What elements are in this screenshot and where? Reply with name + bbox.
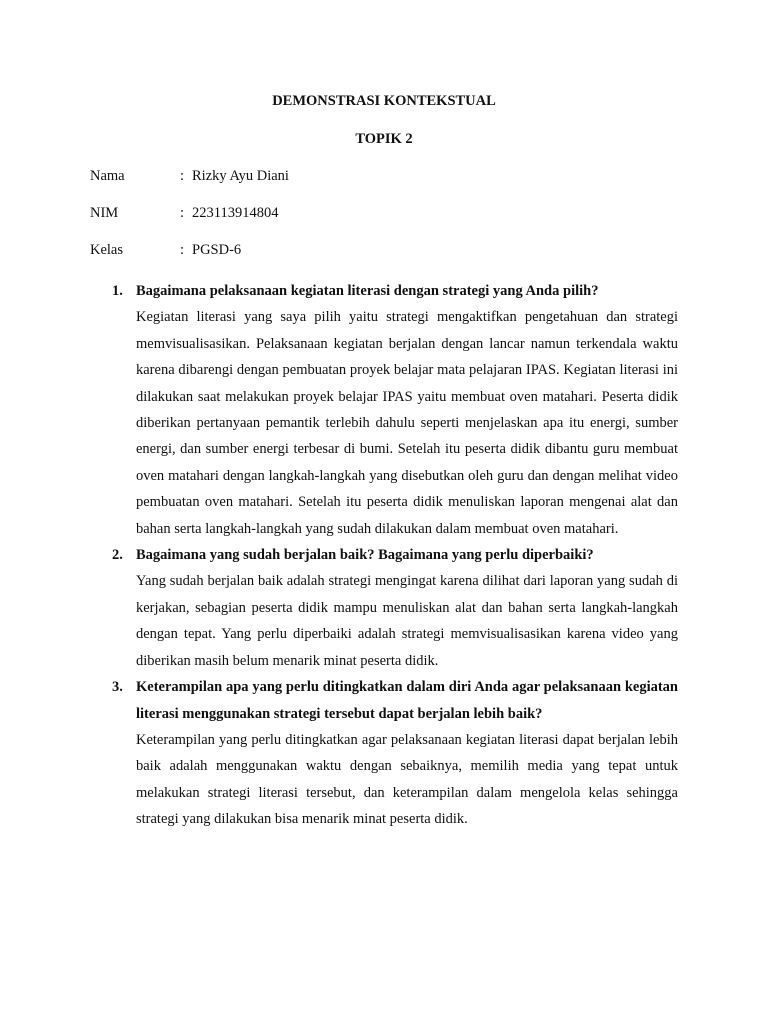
identity-label: NIM <box>90 205 119 221</box>
question-item <box>112 542 678 674</box>
identity-value: PGSD-6 <box>192 242 242 258</box>
identity-colon: : <box>180 242 185 258</box>
identity-label: Kelas <box>90 242 124 258</box>
answer-text: Yang sudah berjalan baik adalah strategi mengingat karena dilihat dari laporan yang sudah di kerjakan, sebagian peserta didik mampu menuliskan alat dan bahan serta langkah-langkah dengan tepat. Yang perlu diperbaiki adalah strategi memvisualisasikan karena video yang diberikan masih belum menarik minat peserta didik. <box>136 573 678 669</box>
document-title: DEMONSTRASI KONTEKSTUAL <box>272 93 496 109</box>
document-subtitle: TOPIK 2 <box>355 131 413 147</box>
identity-label: Nama <box>90 168 125 184</box>
question-number: 3. <box>112 679 123 696</box>
question-text: Keterampilan apa yang perlu ditingkatkan dalam diri Anda agar pelaksanaan kegiatan literasi menggunakan strategi tersebut dapat berjalan lebih baik? <box>136 679 678 722</box>
identity-colon: : <box>180 168 185 184</box>
answer-text: Keterampilan yang perlu ditingkatkan agar pelaksanaan kegiatan literasi dapat berjalan lebih baik adalah menggunakan waktu dengan sebaiknya, memilih media yang tepat untuk melakukan strategi literasi tersebut, dan keterampilan dalam mengelola kelas sehingga strategi yang dilakukan bisa menarik minat peserta didik. <box>136 731 678 828</box>
question-list <box>112 278 678 833</box>
question-number: 2. <box>112 547 123 564</box>
question-text: Bagaimana yang sudah berjalan baik? Bagaimana yang perlu diperbaiki? <box>136 547 594 564</box>
identity-value: 223113914804 <box>192 205 279 221</box>
answer-text: Kegiatan literasi yang saya pilih yaitu strategi mengaktifkan pengetahuan dan strategi memvisualisasikan. Pelaksanaan kegiatan berjalan dengan lancar namun terkendala waktu karena dibarengi dengan pembuatan proyek belajar mata pelajaran IPAS. Kegiatan literasi ini dilakukan saat melakukan proyek belajar IPAS yaitu membuat oven matahari. Peserta didik diberikan pertanyaan pemantik terlebih dahulu seperti menjelaskan apa itu energi, sumber energi, dan sumber energi terbesar di bumi. Setelah itu peserta didik dibantu guru membuat oven matahari dengan langkah-langkah yang disebutkan oleh guru dan dengan melihat video pembuatan oven matahari. Setelah itu peserta didik menuliskan laporan mengenai alat dan bahan serta langkah-langkah yang sudah dilakukan dalam membuat oven matahari. <box>136 309 678 537</box>
question-number: 1. <box>112 283 123 299</box>
question-text: Bagaimana pelaksanaan kegiatan literasi dengan strategi yang Anda pilih? <box>136 283 599 299</box>
question-item <box>112 278 678 542</box>
question-item <box>112 674 678 832</box>
identity-value: Rizky Ayu Diani <box>192 168 289 184</box>
identity-colon: : <box>180 205 185 221</box>
